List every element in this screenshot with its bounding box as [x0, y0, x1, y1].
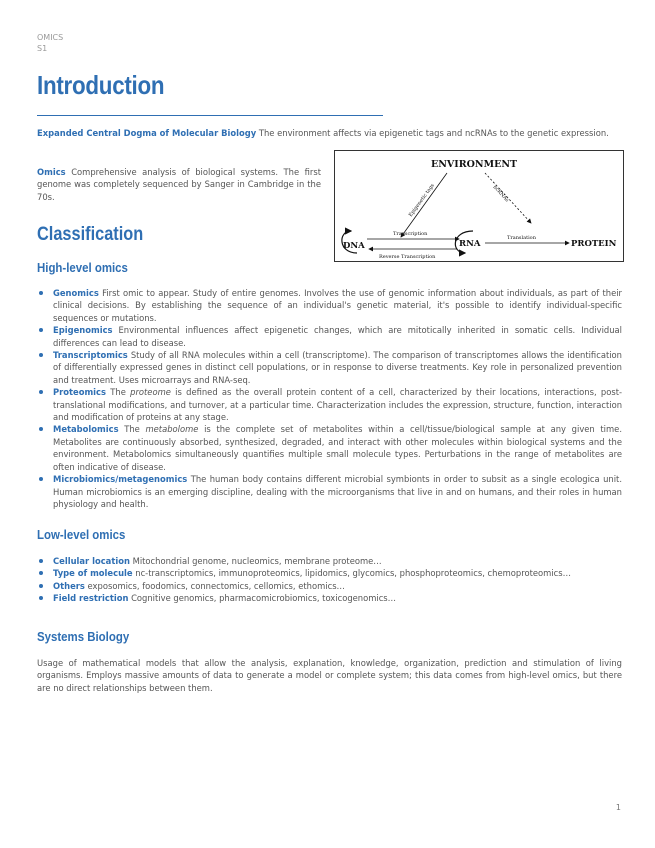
item-text: Study of all RNA molecules within a cell (transcriptome). The comparison of transcriptomes allows the identification of differentially expressed genes in distinct cell populations, or in response to diverse treatments. Key role in personalized prevention and treatment. Uses microarrays and RNA-seq.	[53, 350, 622, 385]
item-keyword: Proteomics	[53, 387, 107, 398]
item-keyword: Metabolomics	[53, 424, 119, 435]
epigenetic-arrow	[401, 173, 447, 237]
item-text: exposomics, foodomics, connectomics, cellomics, ethomics…	[84, 580, 345, 591]
low-level-heading: Low-level omics	[37, 527, 126, 542]
item-text: is the complete set of metabolites within a cell/tissue/biological sample at any given time. Metabolites are continuously absorbed, synthesized, degraded, and interact with other molecules within biological systems and the environment. Metabolomics simultaneously quantifies multiple small molecule types. Perturbations in the range of metabolites are often indicative of disease.	[53, 424, 622, 472]
page-number: 1	[615, 803, 621, 812]
classification-heading: Classification	[37, 224, 144, 245]
item-keyword: Genomics	[53, 288, 99, 298]
translation-label: Translation	[507, 235, 536, 241]
central-dogma-paragraph	[37, 127, 622, 139]
list-item	[37, 386, 622, 423]
list-item	[37, 287, 622, 324]
systems-biology-paragraph: Usage of mathematical models that allow the analysis, explanation, knowledge, organization, prediction and stimulation of living organisms. Employs massive amounts of data to generate a model or complete system; this data comes from high-level omics, but there are no direct relationships between them.	[37, 658, 622, 693]
list-item	[37, 555, 622, 567]
item-text: The human body contains different microbial symbionts in order to subsit as a single ecologica unit. Human microbiomics is an emerging discipline, dealing with the microorganisms that live in and on humans, and their roles in human physiology and health.	[53, 474, 622, 509]
item-keyword: Cellular location	[53, 556, 130, 566]
item-keyword: Others	[53, 580, 85, 591]
header-section: S1	[37, 44, 48, 53]
item-text: nc-transcriptomics, immunoproteomics, lipidomics, glycomics, phosphoproteomics, chemoproteomics…	[132, 568, 571, 579]
diagram-svg	[335, 151, 623, 261]
title-underline	[37, 115, 383, 116]
protein-label: PROTEIN	[571, 239, 617, 249]
list-item	[37, 567, 622, 579]
central-dogma-diagram	[334, 150, 624, 262]
item-prefix: The	[118, 424, 146, 435]
list-item	[37, 324, 622, 349]
list-item	[37, 473, 622, 510]
list-item	[37, 580, 622, 592]
item-text: First omic to appear. Study of entire genomes. Involves the use of genomic information about individuals, as part of their clinical decisions. By establishing the sequence of an individual's genetic material, it's possible to identify individual-specific sequences or mutations.	[53, 288, 622, 323]
item-keyword: Microbiomics/metagenomics	[53, 474, 188, 485]
reverse-transcription-label: Reverse Transcription	[379, 254, 436, 260]
low-level-list	[37, 555, 622, 605]
item-prefix: The	[106, 387, 131, 398]
list-item	[37, 423, 622, 473]
item-text: Cognitive genomics, pharmacomicrobiomics, toxicogenomics…	[128, 593, 397, 604]
transcription-label: Transcription	[393, 231, 428, 237]
environment-label: ENVIRONMENT	[431, 159, 518, 170]
item-text: Mitochondrial genome, nucleomics, membrane proteome…	[129, 556, 382, 566]
systems-biology-heading: Systems Biology	[37, 629, 130, 644]
running-header	[37, 32, 63, 54]
high-level-heading: High-level omics	[37, 260, 128, 275]
dna-label: DNA	[343, 241, 365, 251]
item-emphasis: metabolome	[145, 424, 199, 435]
item-emphasis: proteome	[130, 387, 171, 398]
item-keyword: Transcriptomics	[53, 350, 128, 361]
list-item	[37, 592, 622, 604]
header-course: OMICS	[37, 33, 64, 42]
rna-label: RNA	[459, 239, 481, 249]
epigenetic-label: Epigenetic tags	[407, 182, 436, 219]
high-level-list	[37, 287, 622, 510]
item-keyword: Type of molecule	[53, 568, 133, 579]
page-title: Introduction	[37, 70, 165, 100]
item-text: Environmental influences affect epigenetic changes, which are mitotically inherited in somatic cells. Individual differences can lead to disease.	[53, 325, 622, 348]
central-dogma-text: The environment affects via epigenetic tags and ncRNAs to the genetic expression.	[256, 128, 609, 138]
omics-keyword: Omics	[37, 167, 66, 177]
list-item	[37, 349, 622, 386]
omics-text: Comprehensive analysis of biological systems. The first genome was completely sequenced by Sanger in Cambridge in the 70s.	[37, 167, 321, 202]
omics-paragraph	[37, 166, 321, 203]
ncrna-label: ncRNAs	[491, 184, 510, 204]
central-dogma-keyword: Expanded Central Dogma of Molecular Biology	[37, 128, 257, 138]
item-keyword: Epigenomics	[53, 325, 113, 336]
item-text: is defined as the overall protein content of a cell, characterized by their locations, interactions, post-translational modifications, and turnover, at a particular time. Characterization includes the expression, structure, function, interaction and modification of proteins at any stage.	[53, 387, 623, 423]
item-keyword: Field restriction	[53, 593, 129, 604]
